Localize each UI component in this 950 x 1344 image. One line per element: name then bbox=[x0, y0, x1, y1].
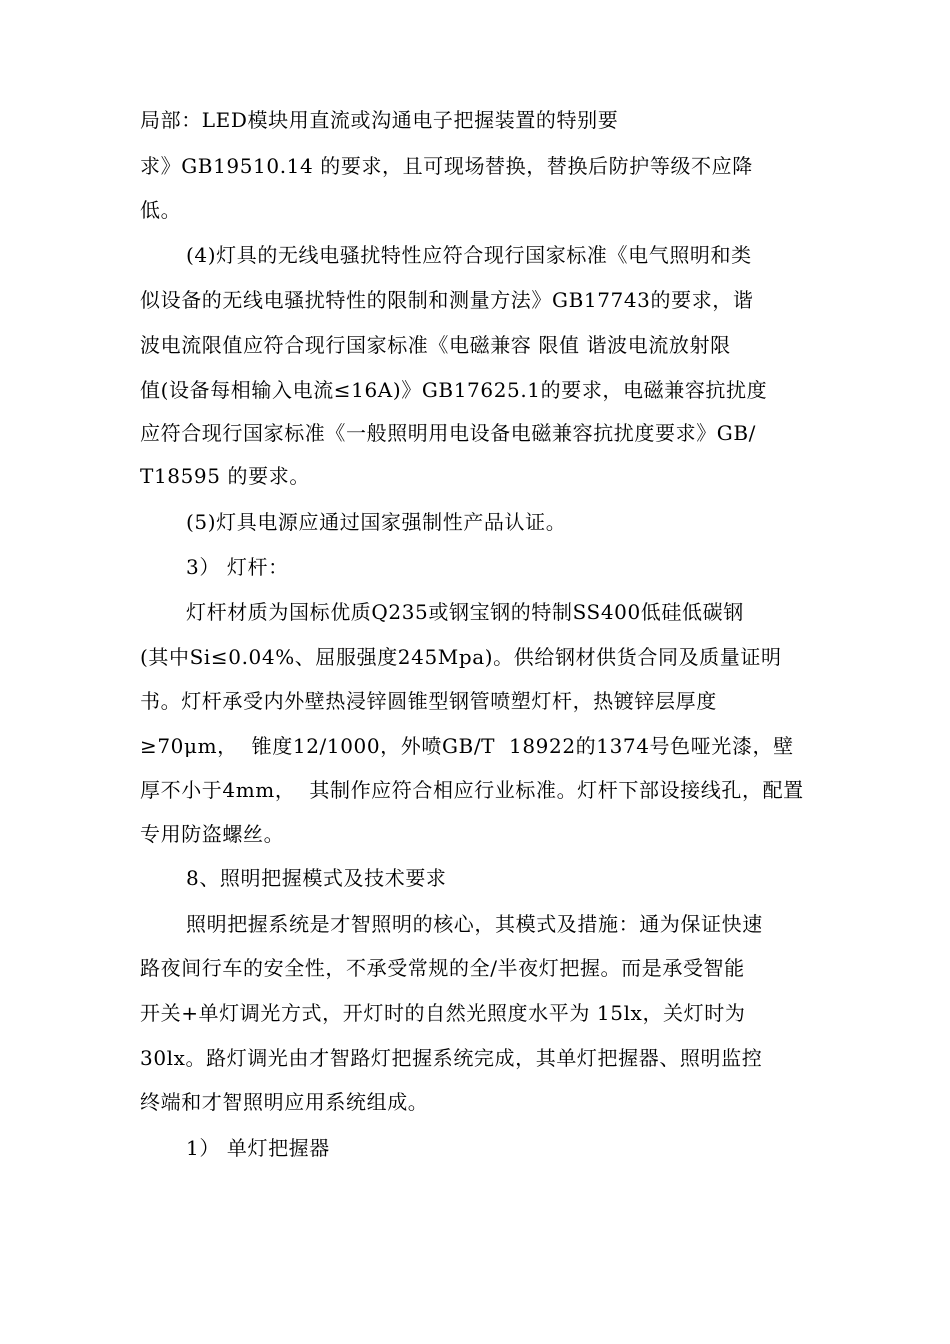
text-line: 应符合现行国家标准《一般照明用电设备电磁兼容抗扰度要求》GB/ bbox=[140, 421, 757, 445]
text-line: (4)灯具的无线电骚扰特性应符合现行国家标准《电气照明和类 bbox=[186, 243, 752, 267]
text-line: 求》GB19510.14 的要求，且可现场替换，替换后防护等级不应降 bbox=[140, 154, 753, 178]
text-line: (其中Si≤0.04%、屈服强度245Mpa)。供给钢材供货合同及质量证明 bbox=[140, 645, 782, 669]
text-line: 路夜间行车的安全性，不承受常规的全/半夜灯把握。而是承受智能 bbox=[140, 956, 745, 980]
text-line: 局部：LED模块用直流或沟通电子把握装置的特别要 bbox=[140, 108, 619, 132]
text-line: 厚不小于4mm， 其制作应符合相应行业标准。灯杆下部设接线孔，配置 bbox=[140, 778, 804, 802]
text-line: 低。 bbox=[140, 198, 182, 222]
text-line: 书。灯杆承受内外壁热浸锌圆锥型钢管喷塑灯杆，热镀锌层厚度 bbox=[140, 689, 717, 713]
section-heading: 8、照明把握模式及技术要求 bbox=[186, 866, 447, 890]
text-line: 灯杆材质为国标优质Q235或钢宝钢的特制SS400低硅低碳钢 bbox=[186, 600, 744, 624]
text-line: 波电流限值应符合现行国家标准《电磁兼容 限值 谐波电流放射限 bbox=[140, 333, 731, 357]
section-heading: 1） 单灯把握器 bbox=[186, 1136, 330, 1160]
text-line: 开关+单灯调光方式，开灯时的自然光照度水平为 15lx，关灯时为 bbox=[140, 1001, 746, 1025]
text-line: (5)灯具电源应通过国家强制性产品认证。 bbox=[186, 510, 567, 534]
text-line: ≥70μm， 锥度12/1000，外喷GB/T 18922的1374号色哑光漆，壁 bbox=[140, 734, 794, 758]
text-line: 终端和才智照明应用系统组成。 bbox=[140, 1090, 429, 1114]
text-line: 似设备的无线电骚扰特性的限制和测量方法》GB17743的要求，谐 bbox=[140, 288, 754, 312]
text-line: T18595 的要求。 bbox=[140, 464, 310, 488]
text-line: 照明把握系统是才智照明的核心，其模式及措施：通为保证快速 bbox=[186, 912, 763, 936]
text-line: 30lx。路灯调光由才智路灯把握系统完成，其单灯把握器、照明监控 bbox=[140, 1046, 763, 1070]
text-line: 值(设备每相输入电流≤16A)》GB17625.1的要求，电磁兼容抗扰度 bbox=[140, 378, 768, 402]
section-heading: 3） 灯杆： bbox=[186, 555, 289, 579]
text-line: 专用防盗螺丝。 bbox=[140, 822, 285, 846]
